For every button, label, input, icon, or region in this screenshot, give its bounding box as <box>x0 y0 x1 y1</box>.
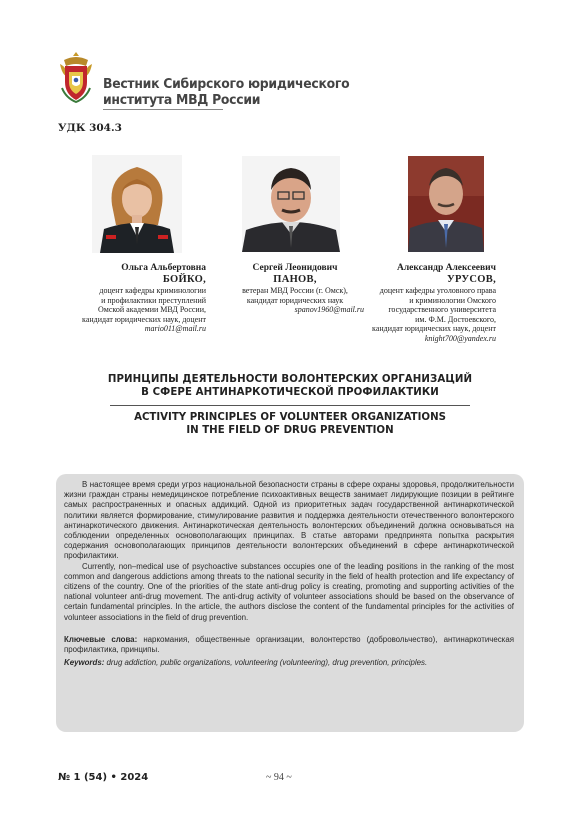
author-first-names: Александр Алексеевич <box>396 263 496 273</box>
article-title-en <box>58 412 522 437</box>
article-title-en-line: ACTIVITY PRINCIPLES OF VOLUNTEER ORGANIZATIONS <box>134 412 446 423</box>
author-affiliation-line: и криминологии Омского <box>409 295 496 305</box>
title-divider <box>110 405 470 406</box>
author-block-boyko <box>58 263 206 334</box>
author-affiliation-line: государственного университета <box>388 305 496 315</box>
abstract-ru: В настоящее время среди угроз национальной безопасности страны в сфере охраны здоровья, продолжительности жизни граждан страны немедицинское потребление психоактивных веществ занимает лидирующие позиции в рейтинге самых распространенных и опасных аддикций. Одной из приоритетных задач государственной антинаркотической политики является формирование, стимулирование развития и поддержка деятельности отечественного волонтерского антинаркотического движения. Антинаркотическая деятельность волонтерских объединений должна основываться на соблюдении определенных основополагающих принципах. В статье авторами предпринята попытка раскрытия содержания основополагающих принципов деятельности волонтерских объединений в сфере антинаркотической профилактики. <box>64 480 514 561</box>
keywords-ru-label: Ключевые слова: <box>64 634 138 644</box>
journal-title-line2: института МВД России <box>103 92 261 108</box>
author-affiliation-line: доцент кафедры криминологии <box>99 286 206 295</box>
author-photo-urusov <box>408 156 484 252</box>
author-email[interactable]: mario011@mail.ru <box>144 324 206 334</box>
author-affiliation-line: Омской академии МВД России, <box>98 305 206 315</box>
journal-title-line1: Вестник Сибирского юридического <box>103 76 350 92</box>
author-email[interactable]: spanov1960@mail.ru <box>294 305 364 315</box>
article-title-ru-line: В СФЕРЕ АНТИНАРКОТИЧЕСКОЙ ПРОФИЛАКТИКИ <box>141 386 439 398</box>
author-first-names: Сергей Леонидович <box>252 263 338 273</box>
udk-code: УДК 304.3 <box>58 122 122 134</box>
keywords-en <box>64 658 514 668</box>
author-email[interactable]: knight700@yandex.ru <box>424 333 496 343</box>
abstract-box <box>56 474 524 732</box>
author-first-names: Ольга Альбертовна <box>121 263 206 273</box>
author-block-urusov <box>356 263 496 344</box>
article-title-en-line: IN THE FIELD OF DRUG PREVENTION <box>186 424 394 436</box>
author-affiliation-line: кандидат юридических наук, доцент <box>82 314 206 324</box>
author-affiliation-line: им. Ф.М. Достоевского, <box>415 314 496 324</box>
author-photo-panov <box>242 156 340 252</box>
author-affiliation-line: кандидат юридических наук, доцент <box>372 324 496 334</box>
keywords-en-label: Keywords: <box>64 658 105 668</box>
page-number: ~ 94 ~ <box>266 772 292 783</box>
author-affiliation-line: кандидат юридических наук <box>246 295 344 305</box>
article-title-ru-line: ПРИНЦИПЫ ДЕЯТЕЛЬНОСТИ ВОЛОНТЕРСКИХ ОРГАНИЗАЦИЙ <box>107 374 473 385</box>
header-rule <box>103 109 223 110</box>
author-affiliation-line: и профилактики преступлений <box>101 295 206 305</box>
issue-number: № 1 (54) • 2024 <box>58 772 149 783</box>
keywords-ru <box>64 635 514 655</box>
author-block-panov <box>226 263 364 315</box>
author-affiliation-line: ветеран МВД России (г. Омск), <box>242 286 348 295</box>
author-surname: БОЙКО, <box>162 274 206 285</box>
author-surname: УРУСОВ, <box>446 274 496 285</box>
author-surname: ПАНОВ, <box>273 274 317 285</box>
mvd-emblem-icon <box>58 50 94 104</box>
abstract-en: Currently, non–medical use of psychoactive substances occupies one of the leading positions in the ranking of the most common and dangerous addictions among threats to the national security in the field of health protection and life expectancy of citizens of the country. One of the priorities of the state anti-drug policy is creating, promoting and supporting activities of the national volunteer anti-drug movement. The anti-drug activity of volunteer associations should be based on the observance of certain fundamental principles. In the article, the authors disclose the content of the fundamental principles for the activities of volunteer associations in the field of drug prevention. <box>64 561 514 622</box>
author-photo-boyko <box>92 155 182 253</box>
author-affiliation-line: доцент кафедры уголовного права <box>379 286 496 295</box>
journal-title <box>103 76 349 108</box>
article-title-ru <box>58 374 522 399</box>
keywords-ru-text: наркомания, общественные организации, волонтерство (добровольчество), антинаркотическая профилактика, принципы. <box>64 634 514 655</box>
keywords-en-text: drug addiction, public organizations, volunteering (volunteering), drug prevention, principles. <box>104 658 428 668</box>
